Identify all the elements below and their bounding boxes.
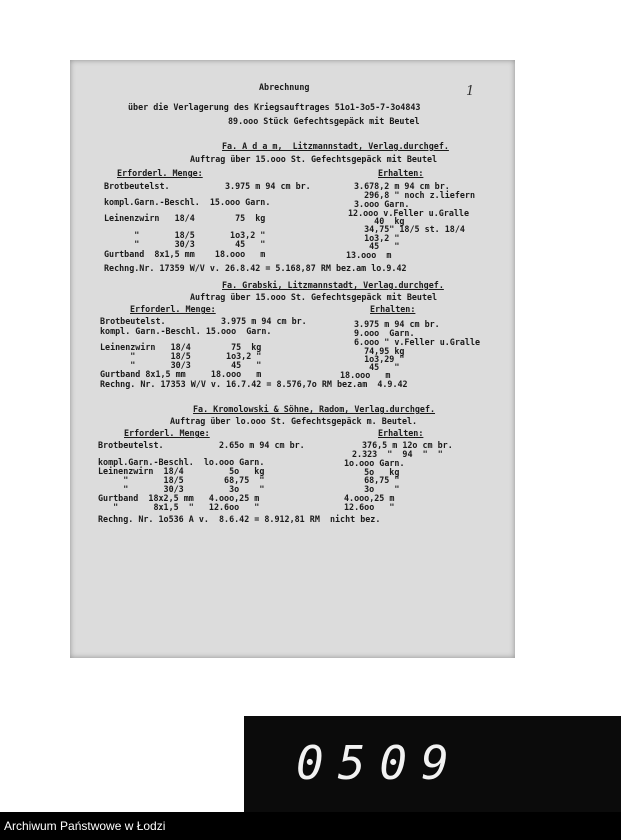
received-line: 3o "	[354, 484, 400, 494]
received-heading-1: Erhalten:	[378, 168, 424, 178]
required-line: Brotbeutelst. 3.975 m 94 cm br.	[100, 316, 307, 326]
required-line: " 18/5 1o3,2 "	[104, 230, 266, 240]
received-line: 3.975 m 94 cm br.	[354, 319, 440, 329]
required-line: kompl.Garn.-Beschl. lo.ooo Garn.	[98, 457, 265, 467]
billing-line-1: Rechng.Nr. 17359 W/V v. 26.8.42 = 5.168,87 RM bez.am lo.9.42	[104, 263, 407, 273]
required-heading-2: Erforderl. Menge:	[130, 304, 216, 314]
received-line: 40 kg	[354, 216, 405, 226]
doc-title: Abrechnung	[259, 82, 310, 92]
received-heading-3: Erhalten:	[378, 428, 424, 438]
received-line: 3.ooo Garn.	[354, 199, 410, 209]
order-line-2: Auftrag über 15.ooo St. Gefechtsgepäck mit Beutel	[190, 292, 438, 302]
billing-line-2: Rechng. Nr. 17353 W/V v. 16.7.42 = 8.576,7o RM bez.am 4.9.42	[100, 379, 408, 389]
required-line: " 30/3 3o "	[98, 484, 265, 494]
firm-heading-1: Fa. A d a m, Litzmannstadt, Verlag.durchgef.	[222, 141, 449, 151]
received-line: 12.6oo "	[344, 502, 395, 512]
required-line: kompl. Garn.-Beschl. 15.ooo Garn.	[100, 326, 272, 336]
received-line: 5o kg	[354, 467, 400, 477]
required-line: " 18/5 68,75 "	[98, 475, 265, 485]
received-line: 376,5 m 12o cm br.	[362, 440, 453, 450]
required-line: " 30/3 45 "	[100, 360, 262, 370]
received-line: 1o3,2 "	[354, 233, 400, 243]
billing-line-3: Rechng. Nr. 1o536 A v. 8.6.42 = 8.912,81 RM nicht bez.	[98, 514, 381, 524]
received-line: 13.ooo m	[346, 250, 392, 260]
received-line: 34,75" 18/5 st. 18/4	[354, 224, 465, 234]
received-line: 9.ooo Garn.	[354, 328, 415, 338]
received-line: 18.ooo m	[340, 370, 391, 380]
order-line-3: Auftrag über lo.ooo St. Gefechtsgepäck m. Beutel.	[170, 416, 418, 426]
doc-subtitle: über die Verlagerung des Kriegsauftrages 51o1-3o5-7-3o4843	[128, 102, 421, 112]
required-line: Brotbeutelst. 3.975 m 94 cm br.	[104, 181, 311, 191]
firm-heading-2: Fa. Grabski, Litzmannstadt, Verlag.durchgef.	[222, 280, 444, 290]
received-line: 1o3,29 "	[354, 354, 405, 364]
required-line: " 8x1,5 " 12.6oo "	[98, 502, 260, 512]
required-line: Leinenzwirn 18/4 75 kg	[104, 213, 266, 223]
doc-quantity-line: 89.ooo Stück Gefechtsgepäck mit Beutel	[228, 116, 420, 126]
archive-name: Archiwum Państwowe w Łodzi	[4, 819, 166, 833]
received-line: 1o.ooo Garn.	[344, 458, 405, 468]
required-line: Leinenzwirn 18/4 75 kg	[100, 342, 262, 352]
received-line: 296,8 " noch z.liefern	[354, 190, 476, 200]
required-line: Brotbeutelst. 2.65o m 94 cm br.	[98, 440, 305, 450]
required-line: Gurtband 8x1,5 mm 18.ooo m	[100, 369, 262, 379]
required-line: " 18/5 1o3,2 "	[100, 351, 262, 361]
film-frame-number: 0509	[296, 736, 463, 790]
required-heading-1: Erforderl. Menge:	[117, 168, 203, 178]
received-line: 4.ooo,25 m	[344, 493, 395, 503]
required-heading-3: Erforderl. Menge:	[124, 428, 210, 438]
received-line: 68,75 "	[354, 475, 400, 485]
received-line: 2.323 " 94 " "	[352, 449, 443, 459]
received-line: 74,95 kg	[354, 346, 405, 356]
required-line: kompl.Garn.-Beschl. 15.ooo Garn.	[104, 197, 271, 207]
received-line: 6.ooo " v.Feller u.Gralle	[354, 337, 481, 347]
required-line: Gurtband 8x1,5 mm 18.ooo m	[104, 249, 266, 259]
received-line: 3.678,2 m 94 cm br.	[354, 181, 450, 191]
required-line: Gurtband 18x2,5 mm 4.ooo,25 m	[98, 493, 260, 503]
handwritten-page-mark: 1	[466, 84, 475, 99]
received-heading-2: Erhalten:	[370, 304, 416, 314]
received-line: 45 "	[354, 241, 400, 251]
required-line: " 30/3 45 "	[104, 239, 266, 249]
received-line: 12.ooo v.Feller u.Gralle	[348, 208, 470, 218]
firm-heading-3: Fa. Kromolowski & Söhne, Radom, Verlag.durchgef.	[193, 404, 436, 414]
archive-footer	[0, 812, 621, 840]
required-line: Leinenzwirn 18/4 5o kg	[98, 466, 265, 476]
order-line-1: Auftrag über 15.ooo St. Gefechtsgepäck mit Beutel	[190, 154, 438, 164]
received-line: 45 "	[354, 362, 400, 372]
